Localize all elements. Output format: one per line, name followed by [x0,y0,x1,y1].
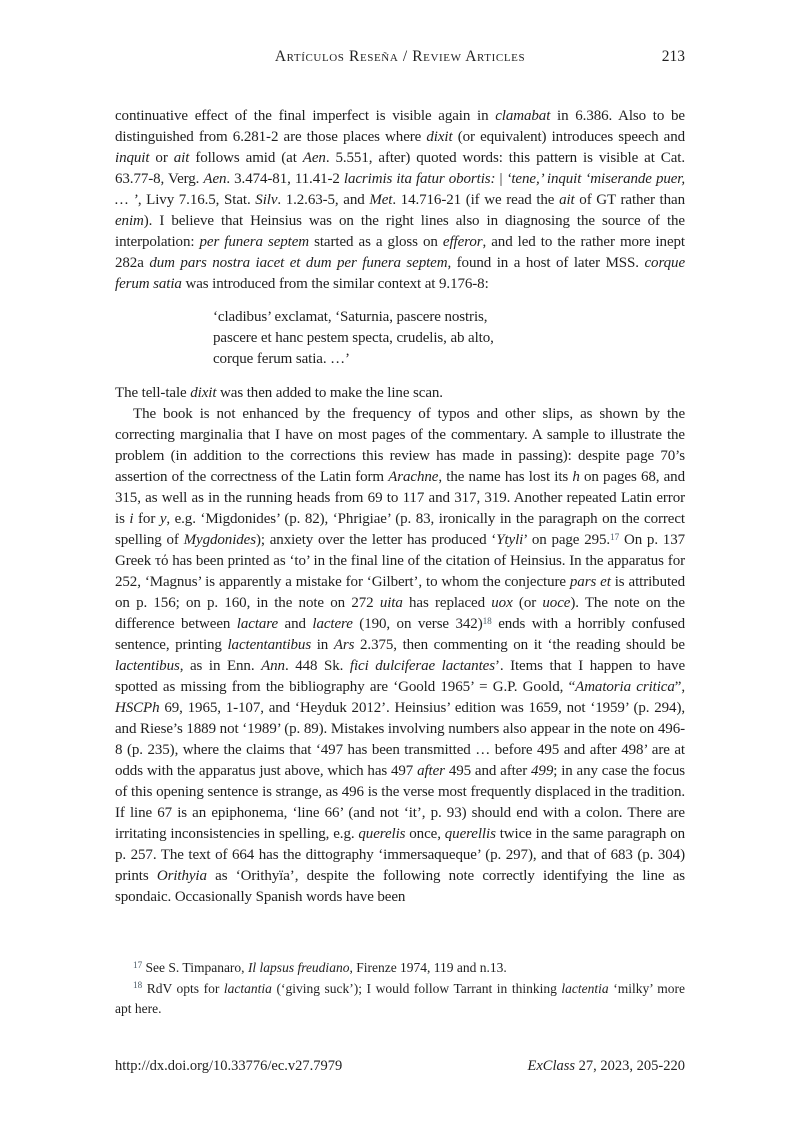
verse-line: corque ferum satia. …’ [213,351,350,367]
paragraph: continuative effect of the final imperfect is visible again in clamabat in 6.386. Also to be distinguished from 6.281-2 are those places where dixit (or equivalent) introduces speech and inquit or ait follows amid (at Aen. 5.551, after) quoted words: this pattern is visible at Cat. 63.77-8, Verg. Aen. 3.474-81, 11.41-2 lacrimis ita fatur obortis: | ‘tene,’ inquit ‘miserande puer, … ’, Livy 7.16.5, Stat. Silv. 1.2.63-5, and Met. 14.716-21 (if we read the ait of GT rather than enim). I believe that Heinsius was on the right lines also in diagnosing the source of the interpolation: per funera septem started as a gloss on efferor, and led to the rather more inept 282a dum pars nostra iacet et dum per funera septem, found in a host of later MSS. corque ferum satia was introduced from the similar context at 9.176-8: [115,108,686,292]
verse-line: ‘cladibus’ exclamat, ‘Saturnia, pascere nostris, [213,309,488,325]
page-header [115,48,685,68]
journal-reference: ExClass 27, 2023, 205-220 [527,1058,685,1074]
footnote-marker: 18 [133,980,143,991]
footnote: $^{17}$ See S. Timpanaro, Il lapsus freudiano, Firenze 1974, 119 and n.13. [133,959,507,975]
footnote-marker: 17 [133,959,143,970]
footnotes [115,958,685,1020]
page-footer [115,1058,685,1075]
running-head: Artículos Reseña / Review Articles [274,48,526,65]
verse-line: pascere et hanc pestem specta, crudelis, ab alto, [213,330,494,346]
paragraph: The tell-tale dixit was then added to make the line scan. [115,385,443,401]
doi-link[interactable]: http://dx.doi.org/10.33776/ec.v27.7979 [115,1058,343,1074]
paragraph: The book is not enhanced by the frequency of typos and other slips, as shown by the correcting marginalia that I have on most pages of the commentary. A sample to illustrate the problem (in addition to the corrections this review has made in passing): despite page 70’s assertion of the correctness of the Latin form Arachne, the name has lost its h on pages 68, and 315, as well as in the running heads from 69 to 117 and 317, 319. Another repeated Latin error is i for y, e.g. ‘Migdonides’ (p. 82), ‘Phrigiae’ (p. 83, ironically in the paragraph on the correct spelling of Mygdonides); anxiety over the letter has produced ‘Ytyli’ on page 295.17 On p. 137 Greek τό has been printed as ‘to’ in the final line of the citation of Heinsius. In the apparatus for 252, ‘Magnus’ is apparently a mistake for ‘Gilbert’, to whom the conjecture pars et is attributed on p. 156; on p. 160, in the note on 272 uita has replaced uox (or uoce). The note on the difference between lactare and lactere (190, on verse 342)$^{18}$ ends with a horribly confused sentence, printing lactentantibus in Ars 2.375, then commenting on it ‘the reading should be lactentibus, as in Enn. Ann. 448 Sk. fici dulciferae lactantes’. Items that I happen to have spotted as missing from the bibliography are ‘Goold 1965’ = G.P. Goold, “Amatoria critica”, HSCPh 69, 1965, 1-107, and ‘Heyduk 2012’. Heinsius’ edition was 1659, not ‘1959’ (p. 294), and Riese’s 1889 not ‘1989’ (p. 89). Mistakes involving numbers also appear in the note on 496-8 (p. 235), where the claims that ‘497 has been transmitted … before 495 and after 498’ are at odds with the apparatus just above, which has 497 after 495 and after 499; in any case the focus of this opening sentence is strange, as 496 is the verse most frequently displaced in the tradition. If line 67 is an epiphonema, ‘line 66’ (and not ‘it’, p. 93) should end with a colon. There are irritating inconsistencies in spelling, e.g. querelis once, querellis twice in the same paragraph on p. 257. The text of 664 has the dittography ‘immersaqueque’ (p. 297), and that of 683 (p. 304) prints Orithyia as ‘Orithyïa’, despite the following note correctly identifying the line as spondaic. Occasionally Spanish words have been [115,406,686,905]
article-body [115,106,685,908]
page-number: 213 [661,48,685,65]
verse-quote [213,307,685,370]
footnote-ref[interactable]: 18 [482,616,492,627]
footnote-ref[interactable]: 17 [610,532,620,543]
footnote: $^{18}$ RdV opts for lactantia (‘giving suck’); I would follow Tarrant in thinking lactentia ‘milky’ more apt here. [115,980,685,1016]
